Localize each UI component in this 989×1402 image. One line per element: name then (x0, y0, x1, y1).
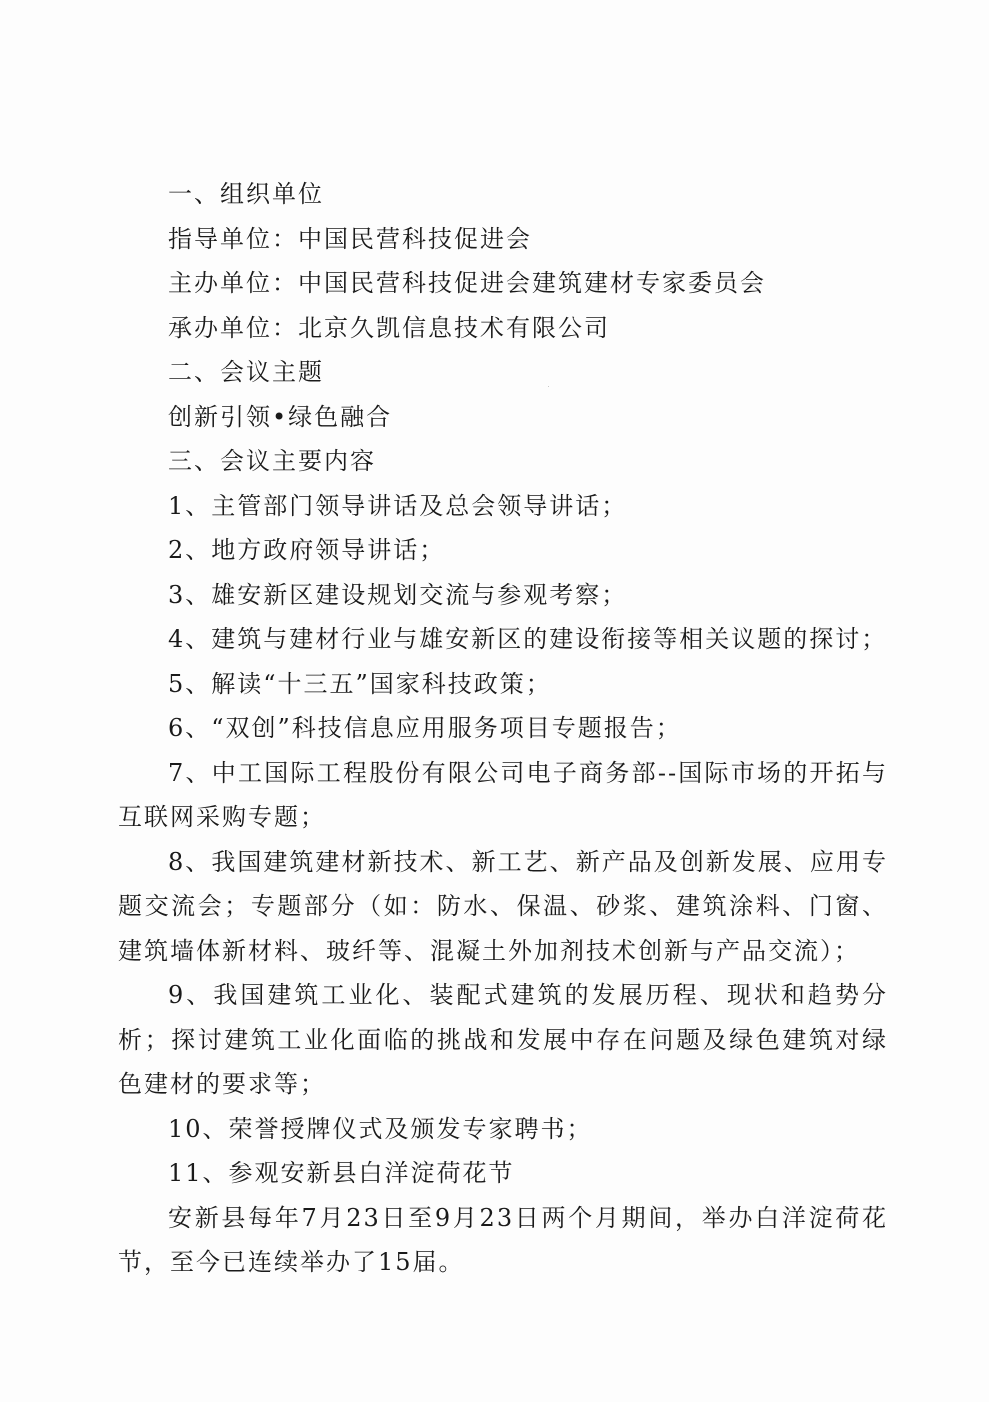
content-item-10: 10、荣誉授牌仪式及颁发专家聘书； (168, 1114, 593, 1143)
section-heading-organizers: 一、组织单位 (168, 180, 324, 208)
section-heading-theme: 二、会议主题 (168, 358, 324, 386)
content-item-11: 11、参观安新县白洋淀荷花节 (168, 1159, 515, 1187)
content-item-5: 5、解读“十三五”国家科技政策； (168, 669, 552, 698)
lotus-festival-paragraph: 安新县每年7月23日至9月23日两个月期间，举办白洋淀荷花节，至今已连续举办了15届。 (118, 1203, 888, 1276)
document-body (118, 172, 888, 1285)
theme-line: 创新引领•绿色融合 (168, 402, 393, 431)
scan-speck (548, 386, 549, 387)
content-item-9: 9、我国建筑工业化、装配式建筑的发展历程、现状和趋势分析；探讨建筑工业化面临的挑战和发展中存在问题及绿色建筑对绿色建材的要求等； (118, 981, 888, 1098)
content-item-2: 2、地方政府领导讲话； (168, 536, 446, 564)
guiding-unit-line: 指导单位：中国民营科技促进会 (168, 224, 532, 253)
content-item-4: 4、建筑与建材行业与雄安新区的建设衔接等相关议题的探讨； (168, 625, 888, 653)
content-item-8: 8、我国建筑建材新技术、新工艺、新产品及创新发展、应用专题交流会；专题部分（如：防水、保温、砂浆、建筑涂料、门窗、建筑墙体新材料、玻纤等、混凝土外加剂技术创新与产品交流）； (118, 847, 888, 965)
content-item-1: 1、主管部门领导讲话及总会领导讲话； (168, 491, 628, 520)
organizer-unit-line: 承办单位：北京久凯信息技术有限公司 (168, 313, 610, 342)
content-item-7: 7、中工国际工程股份有限公司电子商务部--国际市场的开拓与互联网采购专题； (118, 758, 888, 831)
host-unit-line: 主办单位：中国民营科技促进会建筑建材专家委员会 (168, 269, 766, 297)
content-item-3: 3、雄安新区建设规划交流与参观考察； (168, 580, 628, 609)
section-heading-content: 三、会议主要内容 (168, 447, 376, 475)
content-item-6: 6、“双创”科技信息应用服务项目专题报告； (168, 714, 682, 742)
